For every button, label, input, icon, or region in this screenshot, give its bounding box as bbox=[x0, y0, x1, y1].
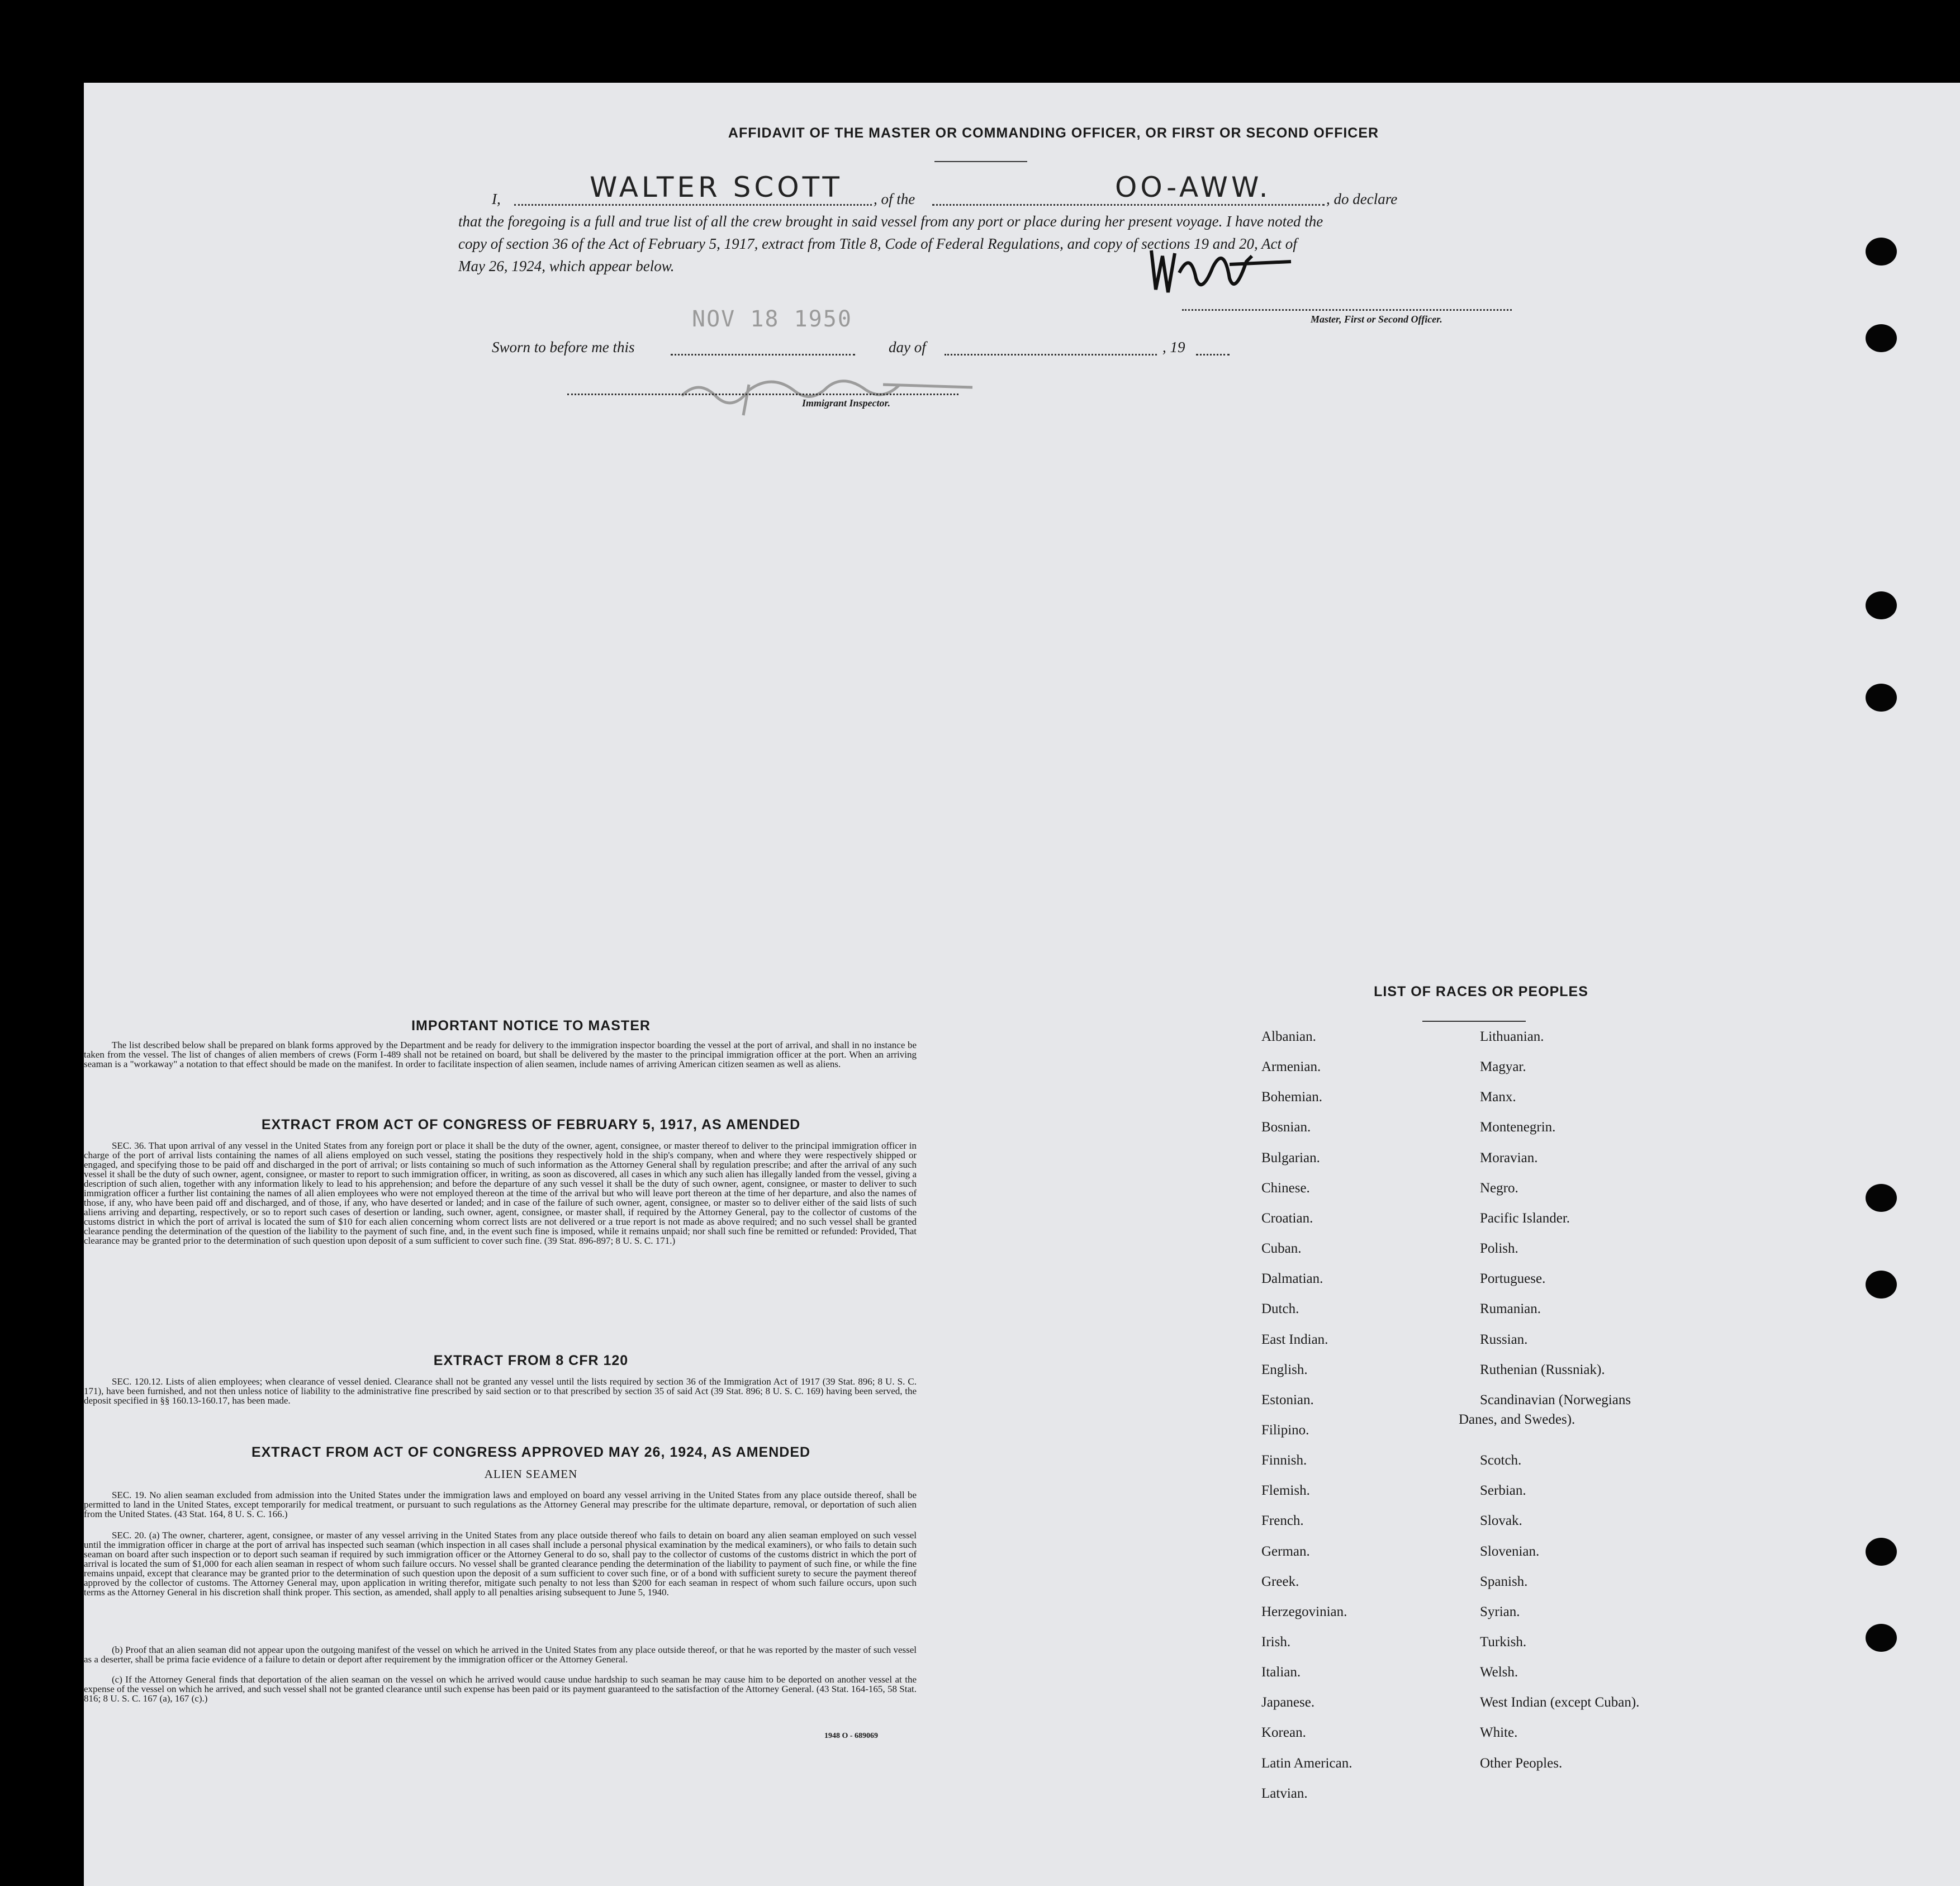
signature-caption: Master, First or Second Officer. bbox=[1311, 314, 1442, 325]
race-item: Moravian. bbox=[1480, 1150, 1538, 1165]
race-item: White. bbox=[1480, 1725, 1518, 1741]
race-item: East Indian. bbox=[1261, 1331, 1328, 1347]
officer-name: WALTER SCOTT bbox=[590, 171, 843, 203]
race-item: Welsh. bbox=[1480, 1665, 1518, 1680]
race-item: Croatian. bbox=[1261, 1210, 1313, 1226]
race-item: Negro. bbox=[1480, 1180, 1518, 1196]
race-item: German. bbox=[1261, 1543, 1310, 1559]
punch-hole bbox=[1866, 324, 1897, 352]
race-item: Korean. bbox=[1261, 1725, 1306, 1741]
master-signature bbox=[1146, 239, 1325, 306]
extract-cfr-heading: EXTRACT FROM 8 CFR 120 bbox=[433, 1353, 629, 1368]
punch-hole bbox=[1866, 1271, 1897, 1299]
extract-1924-sec20a: SEC. 20. (a) The owner, charterer, agent, consignee, or master of any vessel arriving in the United States from any place outside thereof who fails to detain on board any alien seaman employed on such vessel until the immigration officer in charge at the port of arrival has inspected such seaman (which inspection in all cases shall include a personal physical examination by the medical examiners), or who fails to detain such seaman on board after such inspection or to deport such seaman if required by such immigration officer or the Attorney General to do so, shall pay to the collector of customs of the customs district in which the port of arrival is located the sum of $1,000 for each alien seaman in respect of whom such failure occurs. No vessel shall be granted clearance pending the determination of the liability to payment of such fine, or while the fine remains unpaid, except that clearance may be granted prior to the determination of such question upon the deposit of a sum sufficient to cover such fine, or of a bond with sufficient surety to secure the payment thereof approved by the collector of customs. The Attorney General may, upon application in writing therefor, mitigate such penalty to not less than $200 for each seaman in respect of whom such failure occurs, upon such terms as the Attorney General in his discretion shall think proper. This section, as amended, shall apply to all penalties arising subsequent to June 5, 1940. bbox=[84, 1530, 917, 1598]
race-item: Latvian. bbox=[1261, 1785, 1308, 1801]
extract-1924-sec20c: (c) If the Attorney General finds that deportation of the alien seaman on the vessel on which he arrived would cause undue hardship to such seaman he may cause him to be deported on another vessel at the expense of the vessel on which he arrived, and such vessel shall not be granted clearance until such expense has been paid or its payment guaranteed to the satisfaction of the Attorney General. (43 Stat. 164-165, 58 Stat. 816; 8 U. S. C. 167 (a), 167 (c).) bbox=[84, 1674, 917, 1704]
extract-1917-text: SEC. 36. That upon arrival of any vessel in the United States from any foreign port or place it shall be the duty of the owner, agent, consignee, or master thereof to deliver to the principal immigration officer in charge of the port of arrival lists containing the names of all aliens employed on such vessel, stating the positions they respectively hold in the ship's company, when and where they were respectively shipped or engaged, and specifying those to be paid off and discharged in the port of arrival; or lists containing so much of such information as the Attorney General shall by regulation prescribe; and after the arrival of any such vessel it shall be the duty of such owner, agent, consignee, or master to report to such immigration officer, in writing, as soon as discovered, all cases in which any such alien has illegally landed from the vessel, giving a description of such alien, together with any information likely to lead to his apprehension; and before the departure of any such vessel it shall be the duty of such owner, agent, consignee, or master to deliver to such immigration officer a further list containing the names of all alien employees who were not employed thereon at the time of the arrival but who will leave port thereon at the time of her departure, and also the names of those, if any, who have been paid off and discharged, and of those, if any, who have deserted or landed; and in case of the failure of such owner, agent, consignee, or master so to deliver either of the said lists of such aliens arriving and departing, respectively, or so to report such cases of desertion or landing, such owner, agent, consignee, or master shall, if required by the Attorney General, pay to the collector of customs of the customs district in which the port of arrival is located the sum of $10 for each alien concerning whom correct lists are not delivered or a true report is not made as above required; and no such vessel shall be granted clearance pending the determination of the question of the liability to the payment of such fine, and, in the event such fine is imposed, while it remains unpaid; nor shall such fine be remitted or refunded: Provided, That clearance may be granted prior to the determination of such question upon deposit of a sum sufficient to cover such fine. (39 Stat. 896-897; 8 U. S. C. 171.) bbox=[84, 1140, 917, 1246]
extract-cfr-text: SEC. 120.12. Lists of alien employees; when clearance of vessel denied. Clearance shall not be granted any vessel until the lists required by section 36 of the Immigration Act of 1917 (39 Stat. 896; 8 U. S. C. 171), have been furnished, and not then unless notice of liability to the administrative fine prescribed by said section or to that prescribed by section 35 of said Act (39 Stat. 896; 8 U. S. C. 169) having been served, the deposit specified in §§ 160.13-160.17, has been made. bbox=[84, 1376, 917, 1406]
race-item: Scandinavian (Norwegians bbox=[1480, 1392, 1631, 1408]
race-item: Montenegrin. bbox=[1480, 1120, 1556, 1135]
affidavit-body-line-2: copy of section 36 of the Act of February 5, 1917, extract from Title 8, Code of Federal Regulations, and copy of sections 19 and 20, Act of bbox=[458, 235, 1297, 252]
inspector-signature bbox=[671, 362, 984, 418]
race-item: Magyar. bbox=[1480, 1059, 1526, 1075]
race-item: Herzegovinian. bbox=[1261, 1604, 1347, 1619]
race-item: Manx. bbox=[1480, 1089, 1516, 1105]
inspector-caption: Immigrant Inspector. bbox=[802, 397, 891, 409]
race-item: Bulgarian. bbox=[1261, 1150, 1320, 1165]
race-item: Armenian. bbox=[1261, 1059, 1321, 1075]
race-item: Other Peoples. bbox=[1480, 1755, 1563, 1771]
race-item: Albanian. bbox=[1261, 1029, 1316, 1044]
race-item: Latin American. bbox=[1261, 1755, 1352, 1771]
race-item: Serbian. bbox=[1480, 1483, 1526, 1499]
officer-name-line bbox=[514, 204, 872, 206]
punch-hole bbox=[1866, 684, 1897, 712]
affidavit-body-line-1: that the foregoing is a full and true list of all the crew brought in said vessel from any port or place during her present voyage. I have noted the bbox=[458, 213, 1323, 230]
race-item: Italian. bbox=[1261, 1665, 1301, 1680]
race-item-continuation: Danes, and Swedes). bbox=[1459, 1412, 1575, 1427]
signature-line bbox=[1182, 309, 1512, 311]
document-sheet bbox=[84, 83, 1960, 1886]
year-label: , 19 bbox=[1162, 339, 1185, 356]
race-item: Dalmatian. bbox=[1261, 1271, 1323, 1287]
punch-hole bbox=[1866, 1538, 1897, 1566]
race-item: Lithuanian. bbox=[1480, 1029, 1544, 1044]
sworn-year-line bbox=[1196, 354, 1230, 356]
race-item: Cuban. bbox=[1261, 1241, 1302, 1257]
date-stamp: NOV 18 1950 bbox=[692, 306, 852, 332]
race-item: Slovenian. bbox=[1480, 1543, 1540, 1559]
race-item: Spanish. bbox=[1480, 1574, 1528, 1589]
extract-1924-heading: EXTRACT FROM ACT OF CONGRESS APPROVED MAY 26, 1924, AS AMENDED bbox=[251, 1444, 811, 1460]
inspector-line bbox=[567, 394, 958, 395]
race-item: Japanese. bbox=[1261, 1695, 1315, 1710]
punch-hole bbox=[1866, 591, 1897, 619]
race-item: Finnish. bbox=[1261, 1453, 1307, 1468]
heading-rule bbox=[934, 161, 1027, 162]
race-item: Turkish. bbox=[1480, 1634, 1527, 1650]
race-item: Slovak. bbox=[1480, 1513, 1522, 1529]
day-of-label: day of bbox=[889, 339, 926, 356]
notice-text: The list described below shall be prepared on blank forms approved by the Department and be ready for delivery to the immigration inspector boarding the vessel at the port of arrival, and shall in no instance be taken from the vessel. The list of changes of alien members of crews (Form I-489 shall not be retained on board, but shall be delivered by the master to the principal immigration officer at the port. When an arriving seaman is a "workaway" a notation to that effect should be made on the manifest. In order to facilitate inspection of alien seamen, include names of arriving American citizen seamen as well as aliens. bbox=[84, 1040, 917, 1069]
print-code: 1948 O - 689069 bbox=[824, 1732, 879, 1740]
race-item: Flemish. bbox=[1261, 1483, 1310, 1499]
race-item: English. bbox=[1261, 1362, 1308, 1377]
race-item: West Indian (except Cuban). bbox=[1480, 1695, 1640, 1710]
race-item: Syrian. bbox=[1480, 1604, 1520, 1619]
extract-1917-heading: EXTRACT FROM ACT OF CONGRESS OF FEBRUARY 5, 1917, AS AMENDED bbox=[261, 1117, 801, 1132]
punch-hole bbox=[1866, 238, 1897, 266]
of-the-label: , of the bbox=[874, 191, 915, 207]
race-item: Portuguese. bbox=[1480, 1271, 1546, 1287]
race-item: Estonian. bbox=[1261, 1392, 1314, 1408]
vessel-name: OO-AWW. bbox=[1115, 171, 1271, 203]
race-item: French. bbox=[1261, 1513, 1304, 1529]
race-item: Pacific Islander. bbox=[1480, 1210, 1570, 1226]
punch-hole bbox=[1866, 1184, 1897, 1212]
race-item: Dutch. bbox=[1261, 1301, 1299, 1317]
race-item: Rumanian. bbox=[1480, 1301, 1541, 1317]
race-item: Polish. bbox=[1480, 1241, 1518, 1257]
race-item: Irish. bbox=[1261, 1634, 1291, 1650]
affidavit-body-line-3: May 26, 1924, which appear below. bbox=[458, 258, 675, 274]
sworn-month-line bbox=[945, 354, 1157, 356]
do-declare-label: , do declare bbox=[1326, 191, 1398, 207]
race-item: Bohemian. bbox=[1261, 1089, 1323, 1105]
race-item: Scotch. bbox=[1480, 1453, 1522, 1468]
race-item: Filipino. bbox=[1261, 1422, 1309, 1438]
race-item: Russian. bbox=[1480, 1331, 1528, 1347]
alien-seamen-subheading: ALIEN SEAMEN bbox=[484, 1467, 578, 1481]
notice-heading: IMPORTANT NOTICE TO MASTER bbox=[411, 1018, 651, 1034]
vessel-line bbox=[932, 204, 1325, 206]
race-item: Chinese. bbox=[1261, 1180, 1310, 1196]
race-item: Greek. bbox=[1261, 1574, 1299, 1589]
sworn-label: Sworn to before me this bbox=[492, 339, 635, 356]
race-item: Bosnian. bbox=[1261, 1120, 1311, 1135]
sworn-day-line bbox=[671, 354, 855, 356]
affidavit-heading: AFFIDAVIT OF THE MASTER OR COMMANDING OFFICER, OR FIRST OR SECOND OFFICER bbox=[728, 125, 1379, 141]
punch-hole bbox=[1866, 1624, 1897, 1652]
races-heading-rule bbox=[1422, 1021, 1526, 1022]
affidavit-i-label: I, bbox=[492, 191, 501, 207]
race-item: Ruthenian (Russniak). bbox=[1480, 1362, 1605, 1377]
races-heading: LIST OF RACES OR PEOPLES bbox=[1374, 984, 1588, 999]
extract-1924-sec20b: (b) Proof that an alien seaman did not appear upon the outgoing manifest of the vessel on which he arrived in the United States from any place outside thereof, or that he was reported by the master of such vessel as a deserter, shall be prima facie evidence of a failure to detain or deport after requirement by the immigration officer or the Attorney General. bbox=[84, 1645, 917, 1665]
extract-1924-sec19: SEC. 19. No alien seaman excluded from admission into the United States under the immigration laws and employed on board any vessel arriving in the United States from any place outside thereof, shall be permitted to land in the United States, except temporarily for medical treatment, or pursuant to such regulations as the Attorney General may prescribe for the ultimate departure, removal, or deportation of such alien from the United States. (43 Stat. 164, 8 U. S. C. 166.) bbox=[84, 1490, 917, 1519]
